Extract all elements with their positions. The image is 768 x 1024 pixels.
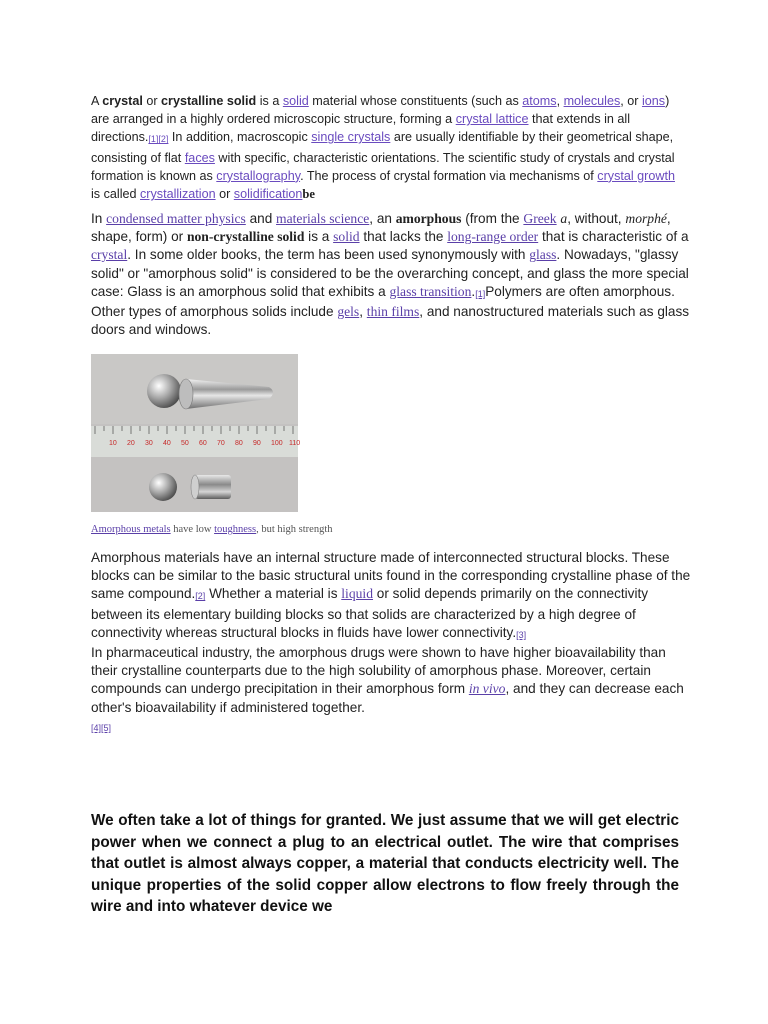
link-in-vivo[interactable]: in vivo [468,681,506,697]
link-atoms[interactable]: atoms [522,94,557,108]
link-glass-transition[interactable]: glass transition [389,283,472,299]
cylinder-piece [195,475,231,499]
text-span: . Nowadays, "glassy solid" or "amorphous solid" is considered to be the overarching concept, and glass the more special case: Glass is an amorphous solid that exhibits a [91,247,689,299]
text-span: are usually identifiable by their geometrical shape, consisting of flat [91,130,674,165]
text-span: or [142,94,162,108]
text-span: that is characteristic of a [538,229,689,245]
link-solid[interactable]: solid [282,94,309,108]
text-span: or [215,187,234,202]
text-span: , [359,304,367,320]
text-span: In pharmaceutical industry, the amorphous drugs were shown to have higher bioavailability than their crystalline counterparts due to the high solubility of amorphous phase. Moreover, certain compounds can undergo precipitation in their amorphous form [91,645,666,697]
text-span: (from the [461,211,524,226]
structure-paragraph [91,549,691,737]
text-span: that lacks the [359,229,448,245]
link-liquid[interactable]: liquid [341,586,374,602]
ruler-label: 30 [145,440,153,447]
ruler-label: 110 [289,440,301,447]
text-span: . In some older books, the term has been used synonymously with [127,247,530,263]
text-span: In addition, macroscopic [168,130,312,145]
text-span: In [91,211,107,226]
greek-prefix: a [560,211,568,226]
caption-text: have low [170,524,215,535]
link-ions[interactable]: ions [641,94,666,108]
text-span: . [471,283,476,299]
link-amorphous-metals[interactable]: Amorphous metals [91,524,171,535]
amorphous-paragraph [91,210,691,339]
link-crystallography[interactable]: crystallography [216,168,301,183]
term-non-crystalline-solid: non-crystalline solid [186,229,305,245]
text-span: material whose constituents (such as [308,94,523,108]
ruler-label: 10 [109,440,117,447]
hemisphere-piece [147,374,181,408]
link-condensed-matter-physics[interactable]: condensed matter physics [106,211,246,226]
text-span: with specific, characteristic orientations. The scientific study of crystals and crystal formation is known as [91,150,675,183]
greek-word: morphé [625,211,667,226]
reference-link-5[interactable]: [5] [101,722,112,733]
term-amorphous: amorphous [395,211,462,226]
text-span: that extends in all directions. [91,112,631,145]
text-span: Amorphous materials have an internal structure made of interconnected structural blocks. These blocks can be similar to the basic structural units found in the corresponding crystalline phase of the same compound. [91,550,691,602]
trailing-text: be [302,187,315,202]
link-long-range-order[interactable]: long-range order [447,229,539,245]
text-span: Polymers are often amorphous. Other types of amorphous solids include [91,283,675,320]
text-span: , [556,94,564,108]
ruler-label: 20 [127,440,135,447]
link-crystal-growth[interactable]: crystal growth [597,168,675,183]
reference-link-1[interactable]: [1] [475,288,486,299]
reference-link-4[interactable]: [4] [91,722,102,733]
link-solid[interactable]: solid [333,229,360,245]
link-greek[interactable]: Greek [523,211,557,226]
link-faces[interactable]: faces [184,150,215,165]
link-thin-films[interactable]: thin films [366,304,420,320]
link-toughness[interactable]: toughness [214,524,257,535]
link-molecules[interactable]: molecules [563,94,621,108]
link-single-crystals[interactable]: single crystals [311,130,391,145]
reference-link-2[interactable]: [2] [195,591,206,602]
ruler-label: 50 [181,440,189,447]
caption-text: , but high strength [256,524,333,535]
text-span: , without, [567,211,626,226]
text-span: A [91,94,103,108]
reference-link-1[interactable]: [1] [148,134,159,145]
text-span: and [245,211,277,226]
link-crystal[interactable]: crystal [91,247,128,263]
ruler-label: 60 [199,440,207,447]
ruler-label: 80 [235,440,243,447]
copper-paragraph: We often take a lot of things for granted. We just assume that we will get electric power when we connect a plug to an electrical outlet. The wire that comprises that outlet is almost always copper, a material that conducts electricity well. The unique properties of the solid copper allow electrons to flow freely through the wire and into whatever device we [91,812,679,915]
link-solidification[interactable]: solidification [233,187,303,202]
term-crystal: crystal [102,94,143,108]
ruler-label: 100 [271,440,283,447]
crystal-paragraph [91,92,681,203]
ruler-label: 90 [253,440,261,447]
text-span: is a [304,229,334,245]
text-span: , an [369,211,396,226]
link-crystallization[interactable]: crystallization [140,187,216,202]
text-span: is a [256,94,283,108]
text-span: , shape, form) or [91,211,671,245]
reference-link-2[interactable]: [2] [158,134,169,145]
figure-caption [91,524,491,535]
ruler-label: 40 [163,440,171,447]
term-crystalline-solid: crystalline solid [161,94,257,108]
link-gels[interactable]: gels [337,304,360,320]
amorphous-metals-photo [91,354,301,512]
link-glass[interactable]: glass [529,247,557,263]
text-span: Whether a material is [205,586,342,602]
text-span: or solid depends primarily on the connectivity between its elementary building blocks so that solids are characterized by a high degree of connectivity whereas structural blocks in fluids have lower connectivity. [91,586,649,640]
ruler-label: 70 [217,440,225,447]
link-crystal-lattice[interactable]: crystal lattice [455,112,529,127]
text-span: . The process of crystal formation via mechanisms of [300,168,598,183]
reference-link-3[interactable]: [3] [516,629,527,640]
text-span: ) are arranged in a highly ordered microscopic structure, forming a [91,94,670,127]
text-span: is called [91,187,140,202]
text-span: , and nanostructured materials such as glass doors and windows. [91,304,690,338]
text-span: , and they can decrease each other's bioavailability if administered together. [91,681,684,715]
link-materials-science[interactable]: materials science [276,211,370,226]
text-span: , or [620,94,642,108]
photo-illustration [91,354,301,512]
small-hemisphere-piece [149,473,177,501]
